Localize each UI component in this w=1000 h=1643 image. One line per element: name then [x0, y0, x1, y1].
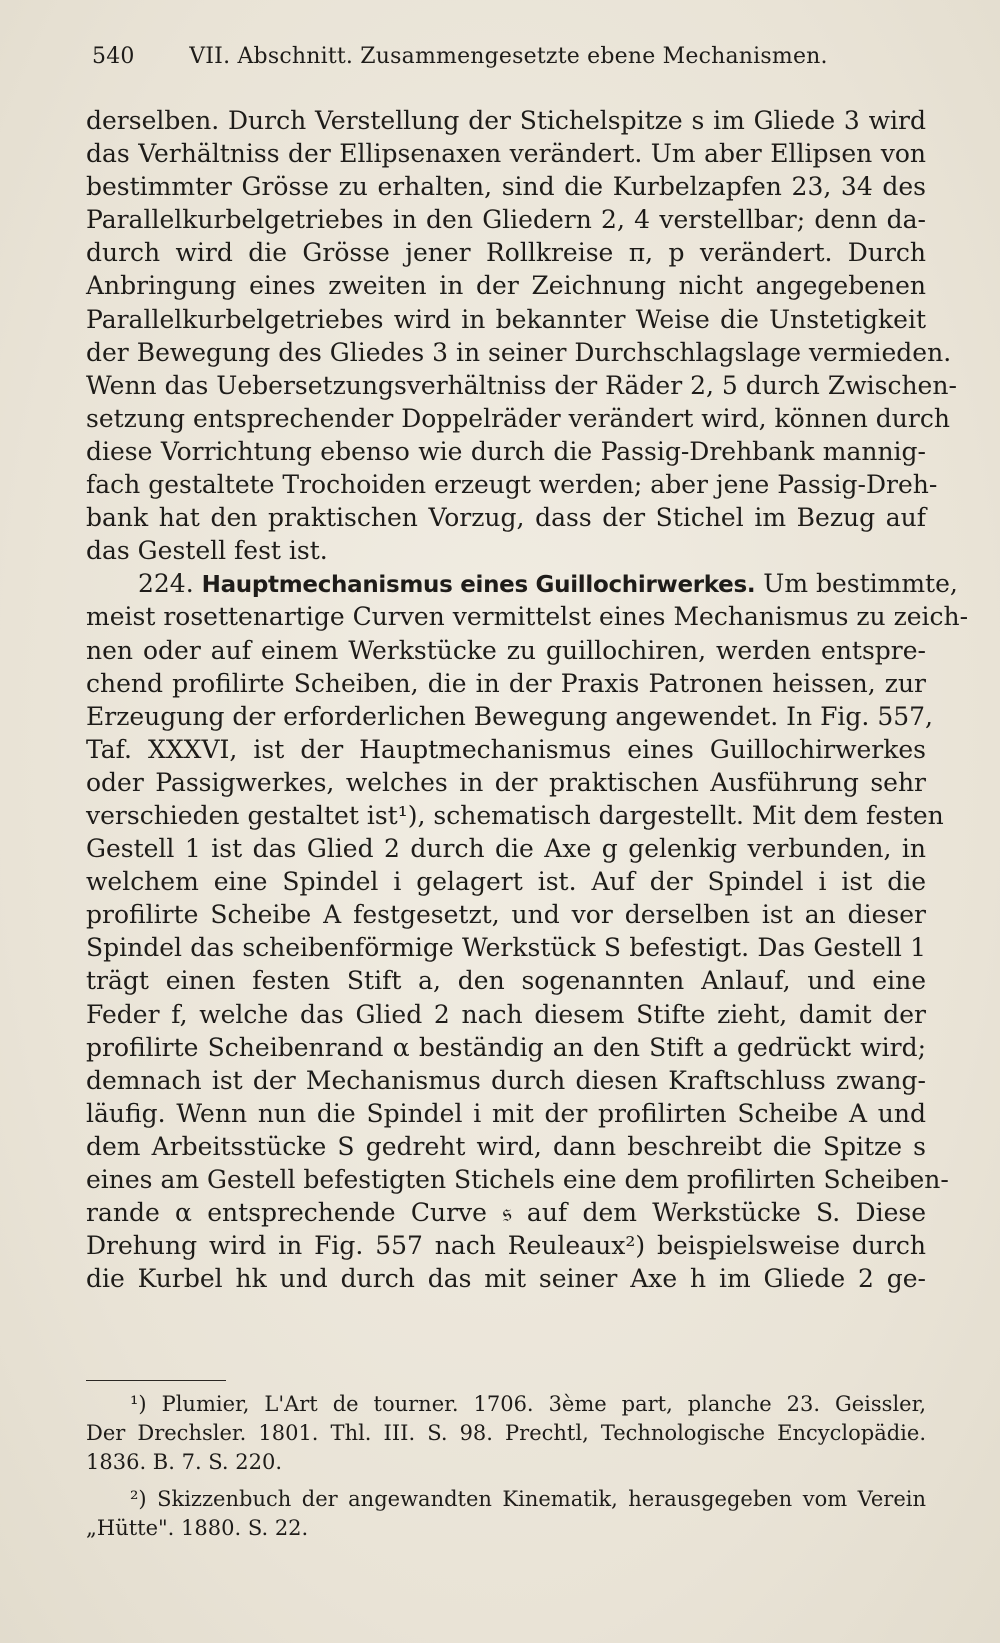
- text-line: die Kurbel hk und durch das mit seiner Axe h im Gliede 2 ge-: [86, 1264, 926, 1294]
- text-line: Parallelkurbelgetriebes wird in bekannter Weise die Unstetigkeit: [86, 304, 926, 334]
- footnote-2-line: „Hütte". 1880. S. 22.: [86, 1516, 309, 1540]
- text-line: demnach ist der Mechanismus durch diesen Kraftschluss zwang-: [86, 1065, 926, 1095]
- text-line: diese Vorrichtung ebenso wie durch die Passig-Drehbank mannig-: [86, 436, 926, 466]
- text-line: nen oder auf einem Werkstücke zu guillochiren, werden entspre-: [86, 635, 926, 665]
- text-line: der Bewegung des Gliedes 3 in seiner Durchschlagslage vermieden.: [86, 337, 952, 367]
- page-number: 540: [92, 44, 135, 69]
- running-header: [92, 44, 922, 69]
- text-line: trägt einen festen Stift a, den sogenannten Anlauf, und eine: [86, 966, 926, 996]
- text-line: derselben. Durch Verstellung der Stichelspitze s im Gliede 3 wird: [86, 106, 926, 135]
- text-line: dem Arbeitsstücke S gedreht wird, dann beschreibt die Spitze s: [86, 1131, 926, 1161]
- footnote-spacer: [86, 1477, 926, 1485]
- text-line: läufig. Wenn nun die Spindel i mit der profilirten Scheibe A und: [86, 1098, 926, 1128]
- text-line: Gestell 1 ist das Glied 2 durch die Axe g gelenkig verbunden, in: [86, 834, 926, 864]
- footnotes: [86, 1390, 926, 1543]
- main-text: [86, 104, 969, 1295]
- footnote-1-line: ¹) Plumier, L'Art de tourner. 1706. 3ème part, planche 23. Geissler,: [130, 1392, 926, 1416]
- section-number: 224.: [138, 569, 194, 599]
- text-line: fach gestaltete Trochoiden erzeugt werden; aber jene Passig-Dreh-: [86, 470, 938, 500]
- text-line: profilirte Scheibenrand α beständig an den Stift a gedrückt wird;: [86, 1032, 926, 1062]
- text-line: das Verhältniss der Ellipsenaxen verändert. Um aber Ellipsen von: [86, 139, 926, 169]
- text-line: durch wird die Grösse jener Rollkreise π, p verändert. Durch: [86, 238, 926, 268]
- text-line: Spindel das scheibenförmige Werkstück S befestigt. Das Gestell 1: [86, 933, 926, 963]
- text-line: bestimmter Grösse zu erhalten, sind die Kurbelzapfen 23, 34 des: [86, 172, 926, 202]
- text-line: profilirte Scheibe A festgesetzt, und vor derselben ist an dieser: [86, 900, 926, 930]
- footnote-divider: [86, 1380, 226, 1381]
- text-line: Anbringung eines zweiten in der Zeichnung nicht angegebenen: [86, 271, 926, 301]
- text-line: rande α entsprechende Curve 𝔰 auf dem Werkstücke S. Diese: [86, 1198, 926, 1228]
- text-line: eines am Gestell befestigten Stichels eine dem profilirten Scheiben-: [86, 1165, 949, 1194]
- text-line: Feder f, welche das Glied 2 nach diesem Stifte zieht, damit der: [86, 999, 926, 1029]
- text-line: Parallelkurbelgetriebes in den Gliedern 2, 4 verstellbar; denn da-: [86, 205, 926, 235]
- text-line: chend profilirte Scheiben, die in der Praxis Patronen heissen, zur: [86, 668, 926, 698]
- text-line: bank hat den praktischen Vorzug, dass der Stichel im Bezug auf: [86, 503, 926, 533]
- text-line: verschieden gestaltet ist¹), schematisch dargestellt. Mit dem festen: [86, 800, 944, 830]
- text-line: welchem eine Spindel i gelagert ist. Auf der Spindel i ist die: [86, 867, 926, 897]
- footnote-1-line: 1836. B. 7. S. 220.: [86, 1450, 283, 1474]
- footnote-1-line: Der Drechsler. 1801. Thl. III. S. 98. Prechtl, Technologische Encyclopädie.: [86, 1421, 926, 1445]
- text-line: Erzeugung der erforderlichen Bewegung angewendet. In Fig. 557,: [86, 701, 933, 731]
- running-title: VII. Abschnitt. Zusammengesetzte ebene Mechanismen.: [189, 44, 828, 69]
- text-line: setzung entsprechender Doppelräder verändert wird, können durch: [86, 403, 950, 433]
- text-line: oder Passigwerkes, welches in der praktischen Ausführung sehr: [86, 767, 926, 797]
- text-line: Drehung wird in Fig. 557 nach Reuleaux²) beispielsweise durch: [86, 1231, 926, 1261]
- text-line: das Gestell fest ist.: [86, 536, 328, 566]
- section-first-line-text: Um bestimmte,: [763, 569, 958, 599]
- footnote-2-line: ²) Skizzenbuch der angewandten Kinematik, herausgegeben vom Verein: [130, 1487, 926, 1511]
- text-line: Wenn das Uebersetzungsverhältniss der Räder 2, 5 durch Zwischen-: [86, 370, 957, 400]
- section-heading: Hauptmechanismus eines Guillochirwerkes.: [201, 572, 756, 599]
- text-line: meist rosettenartige Curven vermittelst eines Mechanismus zu zeich-: [86, 602, 969, 632]
- text-line: Taf. XXXVI, ist der Hauptmechanismus eines Guillochirwerkes: [86, 734, 926, 764]
- section-heading-line: [86, 567, 958, 600]
